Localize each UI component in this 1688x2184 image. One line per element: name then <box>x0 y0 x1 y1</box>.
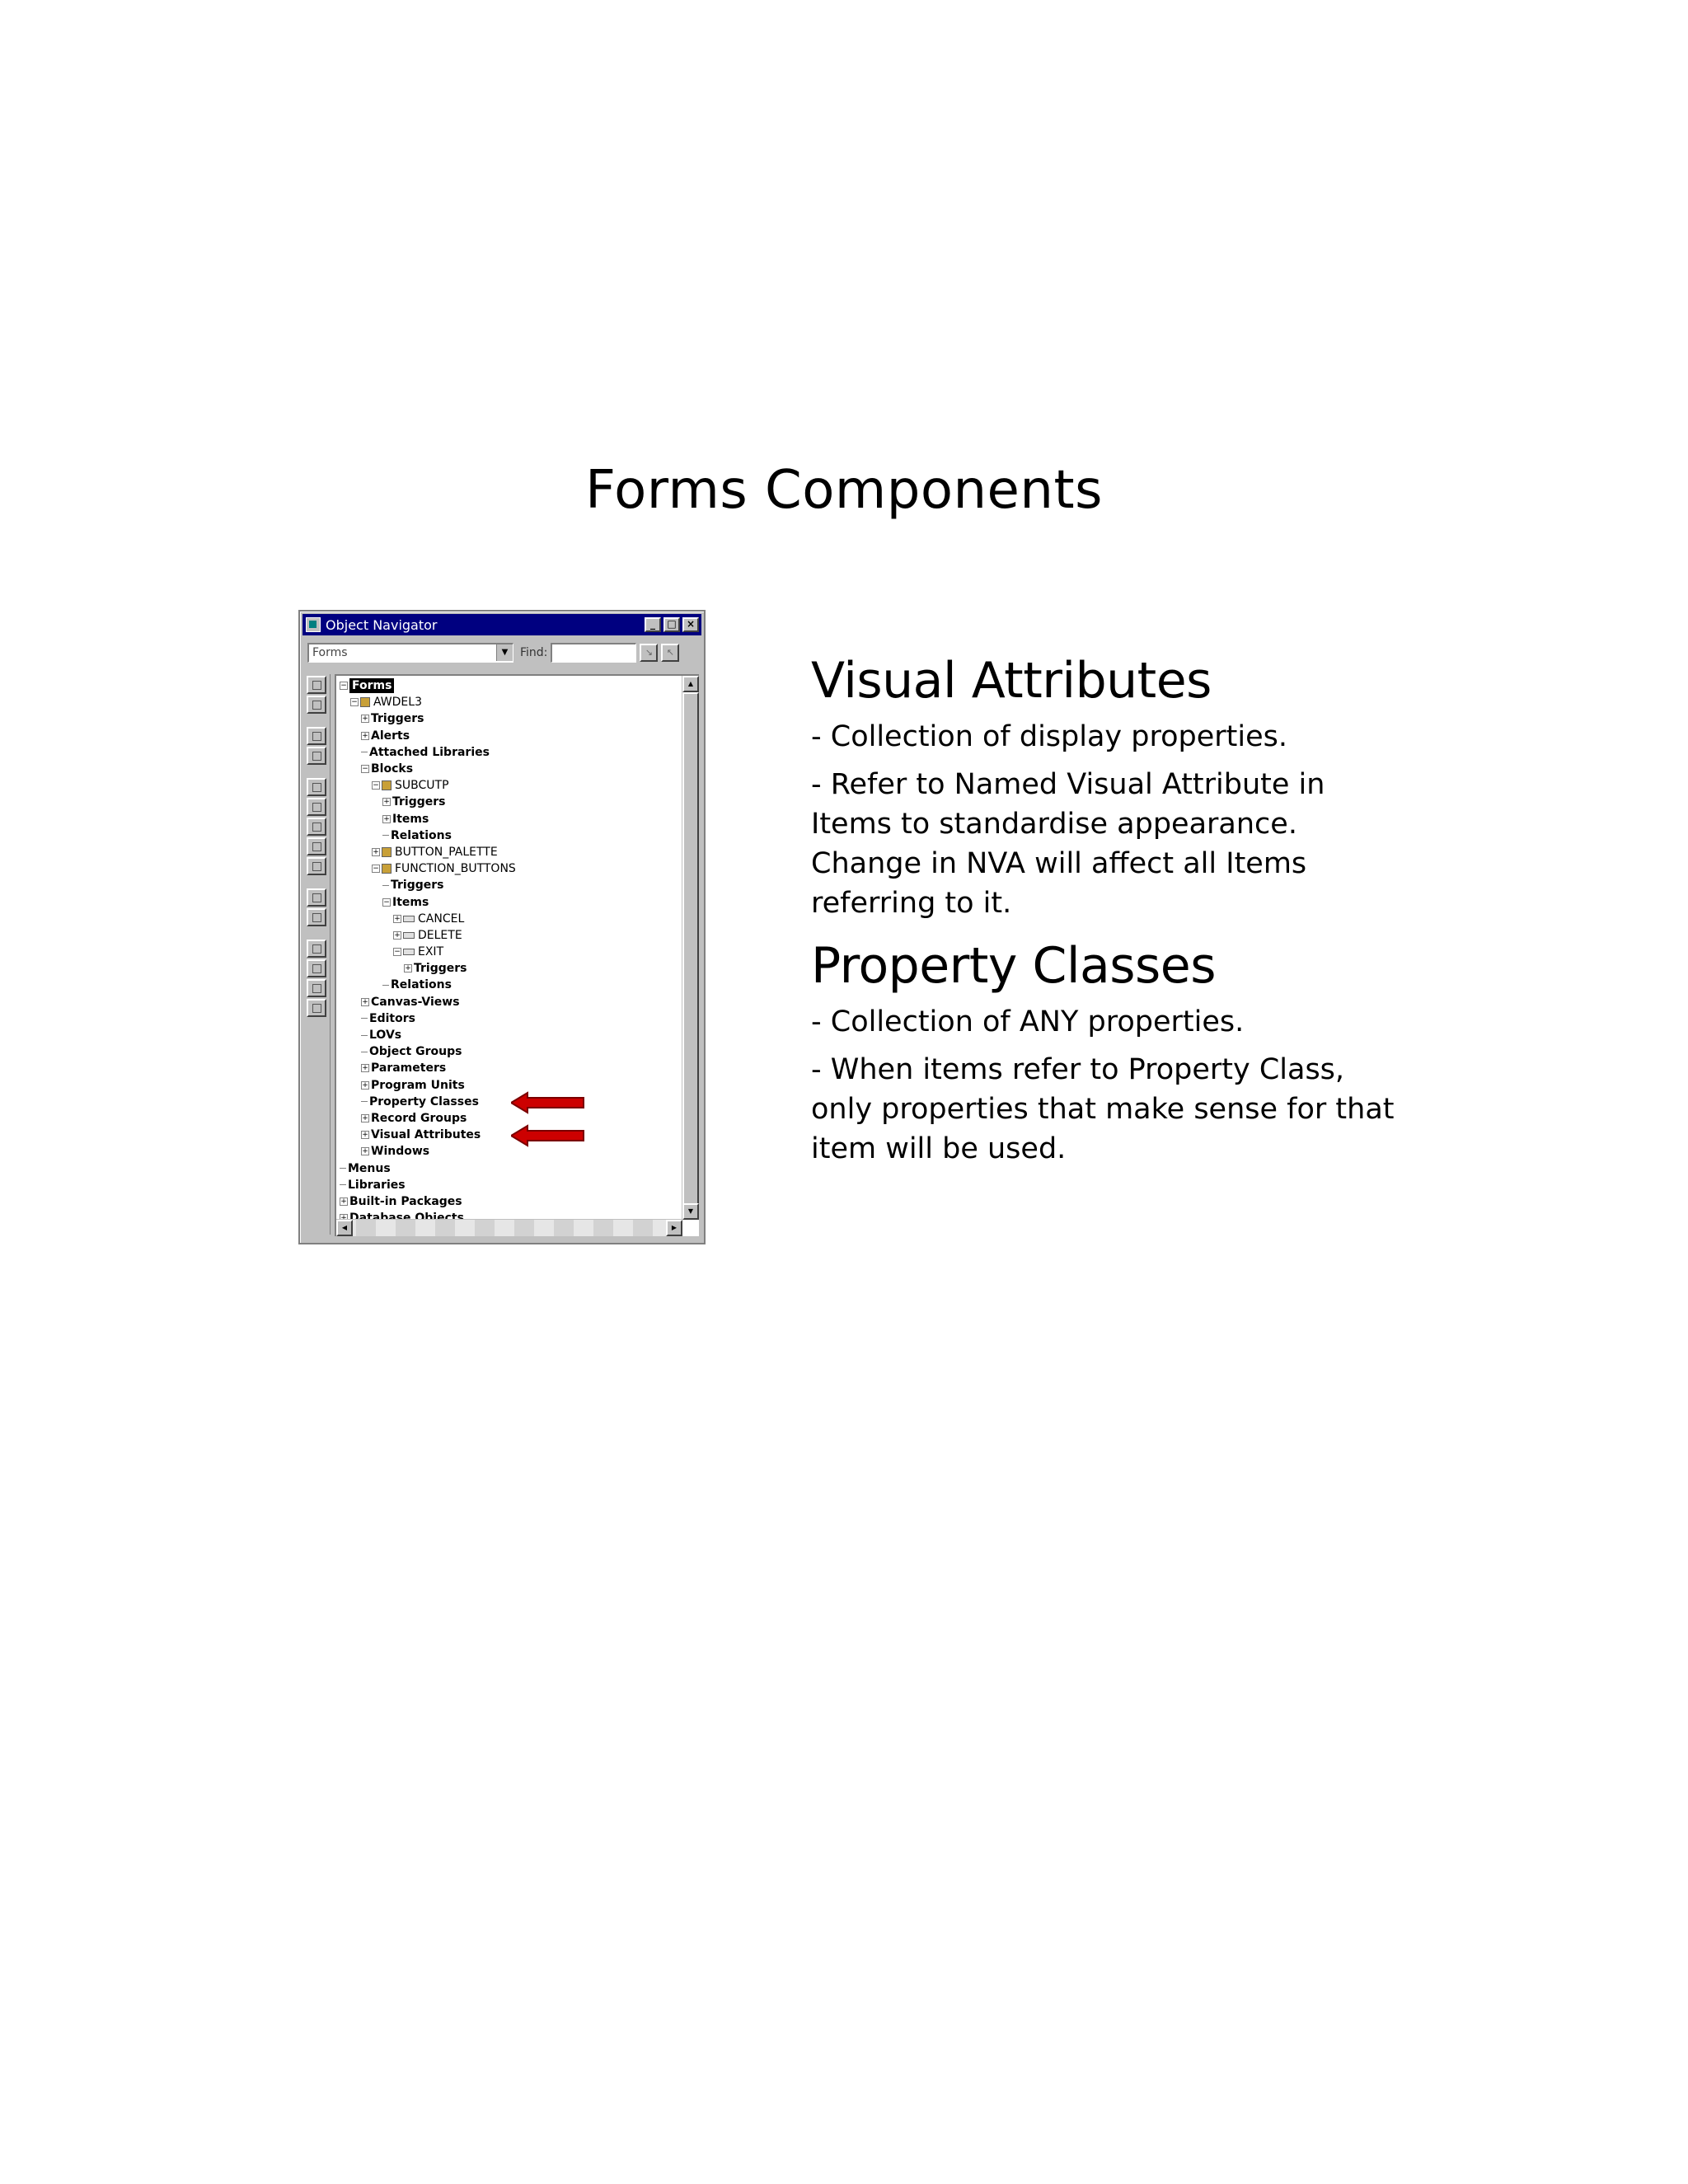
collapse-node-icon[interactable]: − <box>362 765 368 774</box>
tree-node-label: Program Units <box>371 1078 465 1092</box>
expand-all-icon[interactable] <box>307 979 326 997</box>
maximize-button[interactable]: □ <box>663 617 680 632</box>
run-icon[interactable] <box>307 727 326 745</box>
delete-icon[interactable] <box>307 908 326 926</box>
tree-node[interactable] <box>340 1060 681 1076</box>
tree-node[interactable] <box>340 1043 681 1060</box>
tree-node-label: Relations <box>391 828 452 842</box>
tree-node[interactable] <box>340 1094 681 1110</box>
tree-node[interactable] <box>340 1143 681 1160</box>
tree-node-label: Parameters <box>371 1062 447 1076</box>
tree-node-label: Alerts <box>371 729 410 743</box>
visual-attributes-bullet: - Refer to Named Visual Attribute in Items to standardise appearance. Change in NVA will affect all Items referring to it. <box>811 768 1325 920</box>
find-input[interactable] <box>551 643 636 663</box>
expand-node-icon[interactable]: + <box>394 914 401 923</box>
object-type-combo[interactable] <box>307 643 513 663</box>
item-icon <box>403 949 415 955</box>
horizontal-scrollbar[interactable] <box>336 1219 682 1236</box>
collapse-node-icon[interactable]: − <box>373 781 379 790</box>
tree-node-label: Triggers <box>391 879 444 893</box>
chevron-down-icon[interactable]: ▼ <box>496 644 513 661</box>
navigator-title-bar[interactable] <box>302 614 701 635</box>
copy-icon[interactable] <box>307 798 326 816</box>
collapse-node-icon[interactable]: − <box>351 698 358 707</box>
expand-node-icon[interactable]: + <box>362 1064 368 1073</box>
tree-node[interactable] <box>340 710 681 727</box>
tree-node-label: SUBCUTP <box>395 779 449 793</box>
tree-node-label: Items <box>392 895 429 909</box>
block-icon <box>382 780 392 790</box>
scroll-thumb[interactable] <box>682 692 699 1220</box>
tree-node-label: Property Classes <box>369 1094 479 1108</box>
scroll-right-icon[interactable]: ▶ <box>666 1220 682 1236</box>
tree-connector <box>361 1035 368 1036</box>
minimize-button[interactable]: _ <box>645 617 661 632</box>
tree-connector <box>382 985 389 986</box>
tree-node-label: Blocks <box>371 762 414 776</box>
tree-connector <box>382 885 389 886</box>
expand-node-icon[interactable]: + <box>383 798 390 807</box>
scroll-up-icon[interactable]: ▲ <box>682 676 699 692</box>
tree-node[interactable] <box>340 761 681 777</box>
expand-node-icon[interactable]: + <box>394 930 401 940</box>
tree-node-label: Editors <box>369 1011 415 1025</box>
tree-connector <box>361 1101 368 1102</box>
tree-node-label: Visual Attributes <box>371 1128 481 1142</box>
vertical-scrollbar[interactable] <box>682 676 699 1220</box>
content-column <box>811 651 1404 1177</box>
block-icon <box>382 847 392 857</box>
paste-icon[interactable] <box>307 818 326 836</box>
red-arrow-icon <box>511 1124 585 1147</box>
properties-icon[interactable] <box>307 857 326 875</box>
expand-node-icon[interactable]: + <box>405 964 411 973</box>
tree-node-label: DELETE <box>418 928 462 942</box>
tree-node-label: Menus <box>348 1161 391 1175</box>
cut-icon[interactable] <box>307 778 326 796</box>
tree-node-label: EXIT <box>418 945 444 959</box>
tree-node-label: Relations <box>391 978 452 992</box>
form-module-icon <box>360 697 370 707</box>
tree-node-label: Forms <box>349 678 394 693</box>
create-icon[interactable] <box>307 888 326 907</box>
tree-node-label: AWDEL3 <box>373 696 422 710</box>
tree-node[interactable] <box>340 794 681 810</box>
find-label: Find: <box>520 646 548 659</box>
tree-node[interactable] <box>340 694 681 710</box>
object-tree <box>340 677 681 1218</box>
expand-node-icon[interactable]: + <box>362 715 368 724</box>
open-icon[interactable] <box>307 676 326 694</box>
tree-node[interactable] <box>340 728 681 744</box>
tree-node-label: Attached Libraries <box>369 745 490 759</box>
visual-attributes-heading: Visual Attributes <box>811 652 1212 710</box>
tree-node[interactable] <box>340 1010 681 1027</box>
tree-node-label: Triggers <box>414 962 467 976</box>
tree-node[interactable] <box>340 893 681 910</box>
tree-node-label: Canvas-Views <box>371 995 460 1009</box>
tree-node-label: Triggers <box>371 712 424 726</box>
tree-node-label: Libraries <box>348 1178 406 1192</box>
collapse-node-icon[interactable]: − <box>373 865 379 874</box>
save-icon[interactable] <box>307 696 326 714</box>
tree-node[interactable] <box>340 777 681 794</box>
navigator-vertical-toolbar <box>307 674 331 1235</box>
tree-node[interactable] <box>340 1177 681 1193</box>
block-icon <box>382 864 392 874</box>
property-classes-bullet: - Collection of ANY properties. <box>811 1005 1245 1038</box>
tree-node[interactable] <box>340 844 681 860</box>
scroll-down-icon[interactable]: ▼ <box>682 1203 699 1220</box>
expand-node-icon[interactable]: + <box>362 997 368 1006</box>
navigator-toolbar <box>302 639 701 667</box>
scroll-left-icon[interactable]: ◀ <box>336 1220 353 1236</box>
item-icon <box>403 932 415 939</box>
object-tree-pane <box>335 674 699 1236</box>
tree-node[interactable] <box>340 827 681 844</box>
visual-attributes-bullet: - Collection of display properties. <box>811 720 1287 753</box>
undo-icon[interactable] <box>307 837 326 855</box>
tree-node-label: Items <box>392 812 429 826</box>
expand-node-icon[interactable]: + <box>362 1113 368 1122</box>
tree-node-label: LOVs <box>369 1029 402 1043</box>
tree-node[interactable] <box>340 927 681 944</box>
tree-node[interactable] <box>340 677 681 694</box>
tree-node-label: Record Groups <box>371 1111 467 1125</box>
object-type-value: Forms <box>312 646 348 659</box>
tree-node[interactable] <box>340 944 681 960</box>
slide-title: Forms Components <box>585 460 1103 521</box>
expand-node-icon[interactable]: + <box>373 847 379 856</box>
tree-node[interactable] <box>340 911 681 927</box>
collapse-node-icon[interactable]: − <box>383 898 390 907</box>
property-classes-bullet: - When items refer to Property Class, only properties that make sense for that item will be used. <box>811 1053 1395 1165</box>
tree-node[interactable] <box>340 960 681 977</box>
tree-node[interactable] <box>340 1160 681 1176</box>
tree-node[interactable] <box>340 1027 681 1043</box>
navigator-app-icon <box>306 617 321 632</box>
tree-node-label: BUTTON_PALETTE <box>395 845 498 859</box>
tree-connector <box>340 1184 346 1185</box>
collapse-icon[interactable] <box>307 959 326 977</box>
tree-connector <box>382 835 389 836</box>
tree-node-label: Triggers <box>392 795 446 809</box>
tree-node[interactable] <box>340 977 681 993</box>
tree-node[interactable] <box>340 994 681 1010</box>
property-classes-heading: Property Classes <box>811 937 1216 995</box>
debug-icon[interactable] <box>307 747 326 765</box>
collapse-node-icon[interactable]: − <box>340 682 347 691</box>
tree-node[interactable] <box>340 860 681 877</box>
tree-node[interactable] <box>340 811 681 827</box>
object-navigator-window <box>298 610 706 1244</box>
collapse-node-icon[interactable]: − <box>394 948 401 957</box>
tree-node-label: CANCEL <box>418 912 465 926</box>
tree-node[interactable] <box>340 1077 681 1094</box>
expand-node-icon[interactable]: + <box>362 1131 368 1140</box>
tree-connector <box>361 1018 368 1019</box>
expand-node-icon[interactable]: + <box>383 814 390 823</box>
close-button[interactable]: × <box>682 617 699 632</box>
expand-node-icon[interactable]: + <box>362 731 368 740</box>
item-icon <box>403 916 415 922</box>
tree-node[interactable] <box>340 1193 681 1210</box>
find-previous-button[interactable]: ↖ <box>661 644 679 662</box>
tree-connector <box>340 1168 346 1169</box>
collapse-all-icon[interactable] <box>307 999 326 1017</box>
tree-node-label: Object Groups <box>369 1045 462 1059</box>
expand-node-icon[interactable]: + <box>340 1197 347 1206</box>
tree-node-label: Windows <box>371 1145 430 1159</box>
red-arrow-icon <box>511 1091 585 1114</box>
expand-icon[interactable] <box>307 940 326 958</box>
tree-node[interactable] <box>340 1127 681 1143</box>
find-next-button[interactable]: ↘ <box>640 644 658 662</box>
expand-node-icon[interactable]: + <box>362 1080 368 1090</box>
tree-node-label: FUNCTION_BUTTONS <box>395 862 516 876</box>
tree-node-label: Built-in Packages <box>349 1194 462 1208</box>
tree-node[interactable] <box>340 744 681 761</box>
tree-node[interactable] <box>340 1110 681 1127</box>
tree-node[interactable] <box>340 877 681 893</box>
navigator-title: Object Navigator <box>326 616 438 633</box>
expand-node-icon[interactable]: + <box>362 1147 368 1156</box>
